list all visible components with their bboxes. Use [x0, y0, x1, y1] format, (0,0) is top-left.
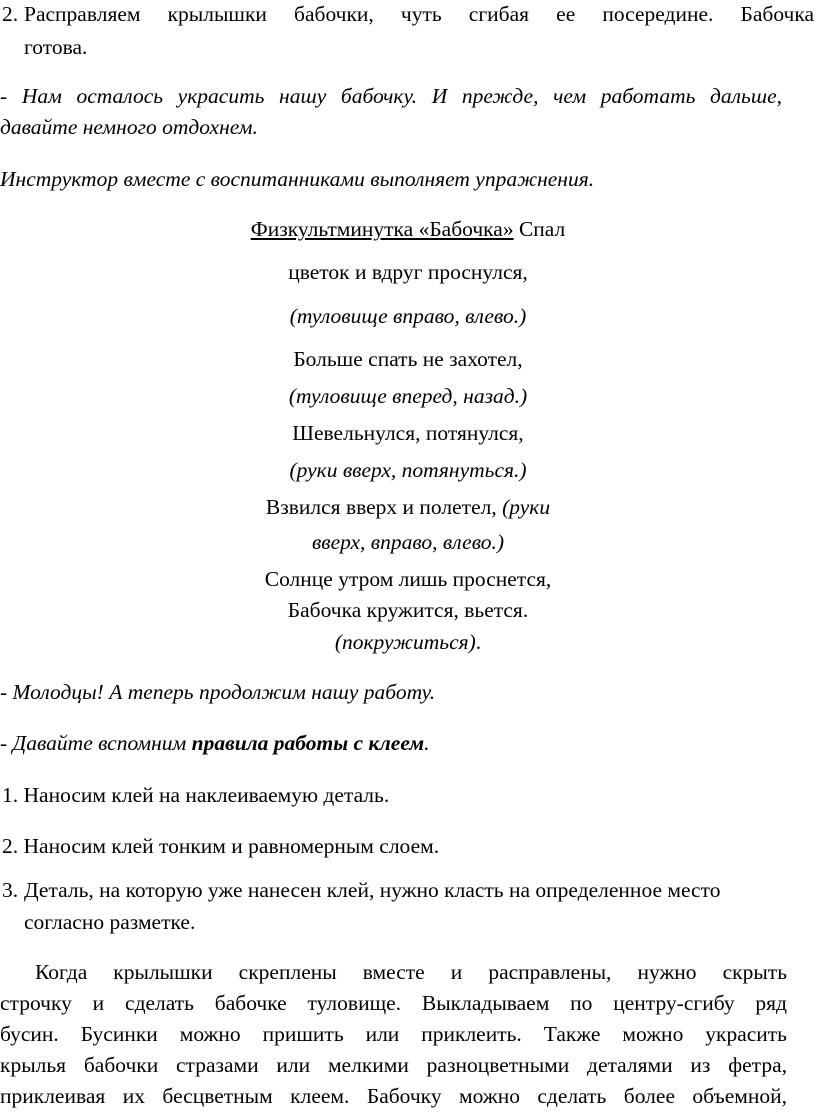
poem-direction: (руки	[496, 495, 551, 519]
poem-line: Бабочка кружится, вьется.	[287, 598, 529, 622]
poem-direction: (покружиться)	[334, 630, 476, 654]
list-item-text-continued: готова.	[24, 35, 88, 59]
poem-direction-line	[0, 632, 816, 654]
rule-item	[2, 785, 389, 807]
paragraph-line: крылья бабочки стразами или мелкими разноцветными деталями из фетра,	[0, 1053, 787, 1077]
dash: -	[0, 680, 13, 704]
poem-title: Физкультминутка «Бабочка»	[250, 217, 514, 241]
poem-period: .	[475, 630, 482, 654]
poem-line: цветок и вдруг проснулся,	[288, 260, 528, 284]
teacher-remark: Давайте вспомним	[12, 731, 192, 755]
list-number: 2.	[2, 2, 19, 26]
poem-direction: (туловище вперед, назад.)	[288, 384, 528, 408]
list-item-text: Расправляем крылышки бабочки, чуть сгибая ее посередине. Бабочка	[24, 2, 814, 26]
teacher-remark: Молодцы! А теперь продолжим нашу работу.	[12, 680, 436, 704]
paragraph-line: бусин. Бусинки можно пришить или приклеить. Также можно украсить	[0, 1022, 787, 1046]
rule-number: 3.	[2, 878, 19, 902]
teacher-remark: - Нам осталось украсить нашу бабочку. И прежде, чем работать дальше,	[0, 84, 782, 108]
poem-direction: (туловище вправо, влево.)	[289, 304, 527, 328]
rule-item	[2, 836, 439, 858]
teacher-remark-continued: давайте немного отдохнем.	[0, 115, 258, 139]
poem-direction: (руки вверх, потянуться.)	[289, 458, 527, 482]
glue-rules-heading: правила работы с клеем	[191, 731, 425, 755]
teacher-remark-line	[0, 733, 429, 755]
rule-text: Наносим клей тонким и равномерным слоем.	[23, 834, 440, 858]
remark-period: .	[424, 731, 430, 755]
poem-line: Больше спать не захотел,	[293, 347, 523, 371]
poem-line: Шевельнулся, потянулся,	[292, 421, 524, 445]
instruction-note: Инструктор вместе с воспитанниками выполняет упражнения.	[0, 167, 595, 191]
rule-text-continued: согласно разметке.	[24, 910, 196, 934]
teacher-remark-line	[0, 682, 435, 704]
poem-line: Солнце утром лишь проснется,	[264, 567, 552, 591]
poem-line: Спал	[513, 217, 566, 241]
paragraph-line: приклеивая их бесцветным клеем. Бабочку можно сделать более объемной,	[0, 1084, 787, 1108]
paragraph-line: строчку и сделать бабочке туловище. Выкладываем по центру-сгибу ряд	[0, 991, 787, 1015]
paragraph-line: Когда крылышки скреплены вместе и расправлены, нужно скрыть	[35, 960, 787, 984]
poem-line-with-direction	[0, 497, 816, 519]
rule-text: Деталь, на которую уже нанесен клей, нужно класть на определенное место	[24, 878, 721, 902]
poem-title-line	[0, 219, 816, 241]
poem-direction: вверх, вправо, влево.)	[311, 530, 505, 554]
rule-number: 2.	[2, 834, 19, 858]
poem-line: Взвился вверх и полетел,	[265, 495, 497, 519]
dash: -	[0, 731, 13, 755]
rule-text: Наносим клей на наклеиваемую деталь.	[23, 783, 390, 807]
rule-number: 1.	[2, 783, 19, 807]
